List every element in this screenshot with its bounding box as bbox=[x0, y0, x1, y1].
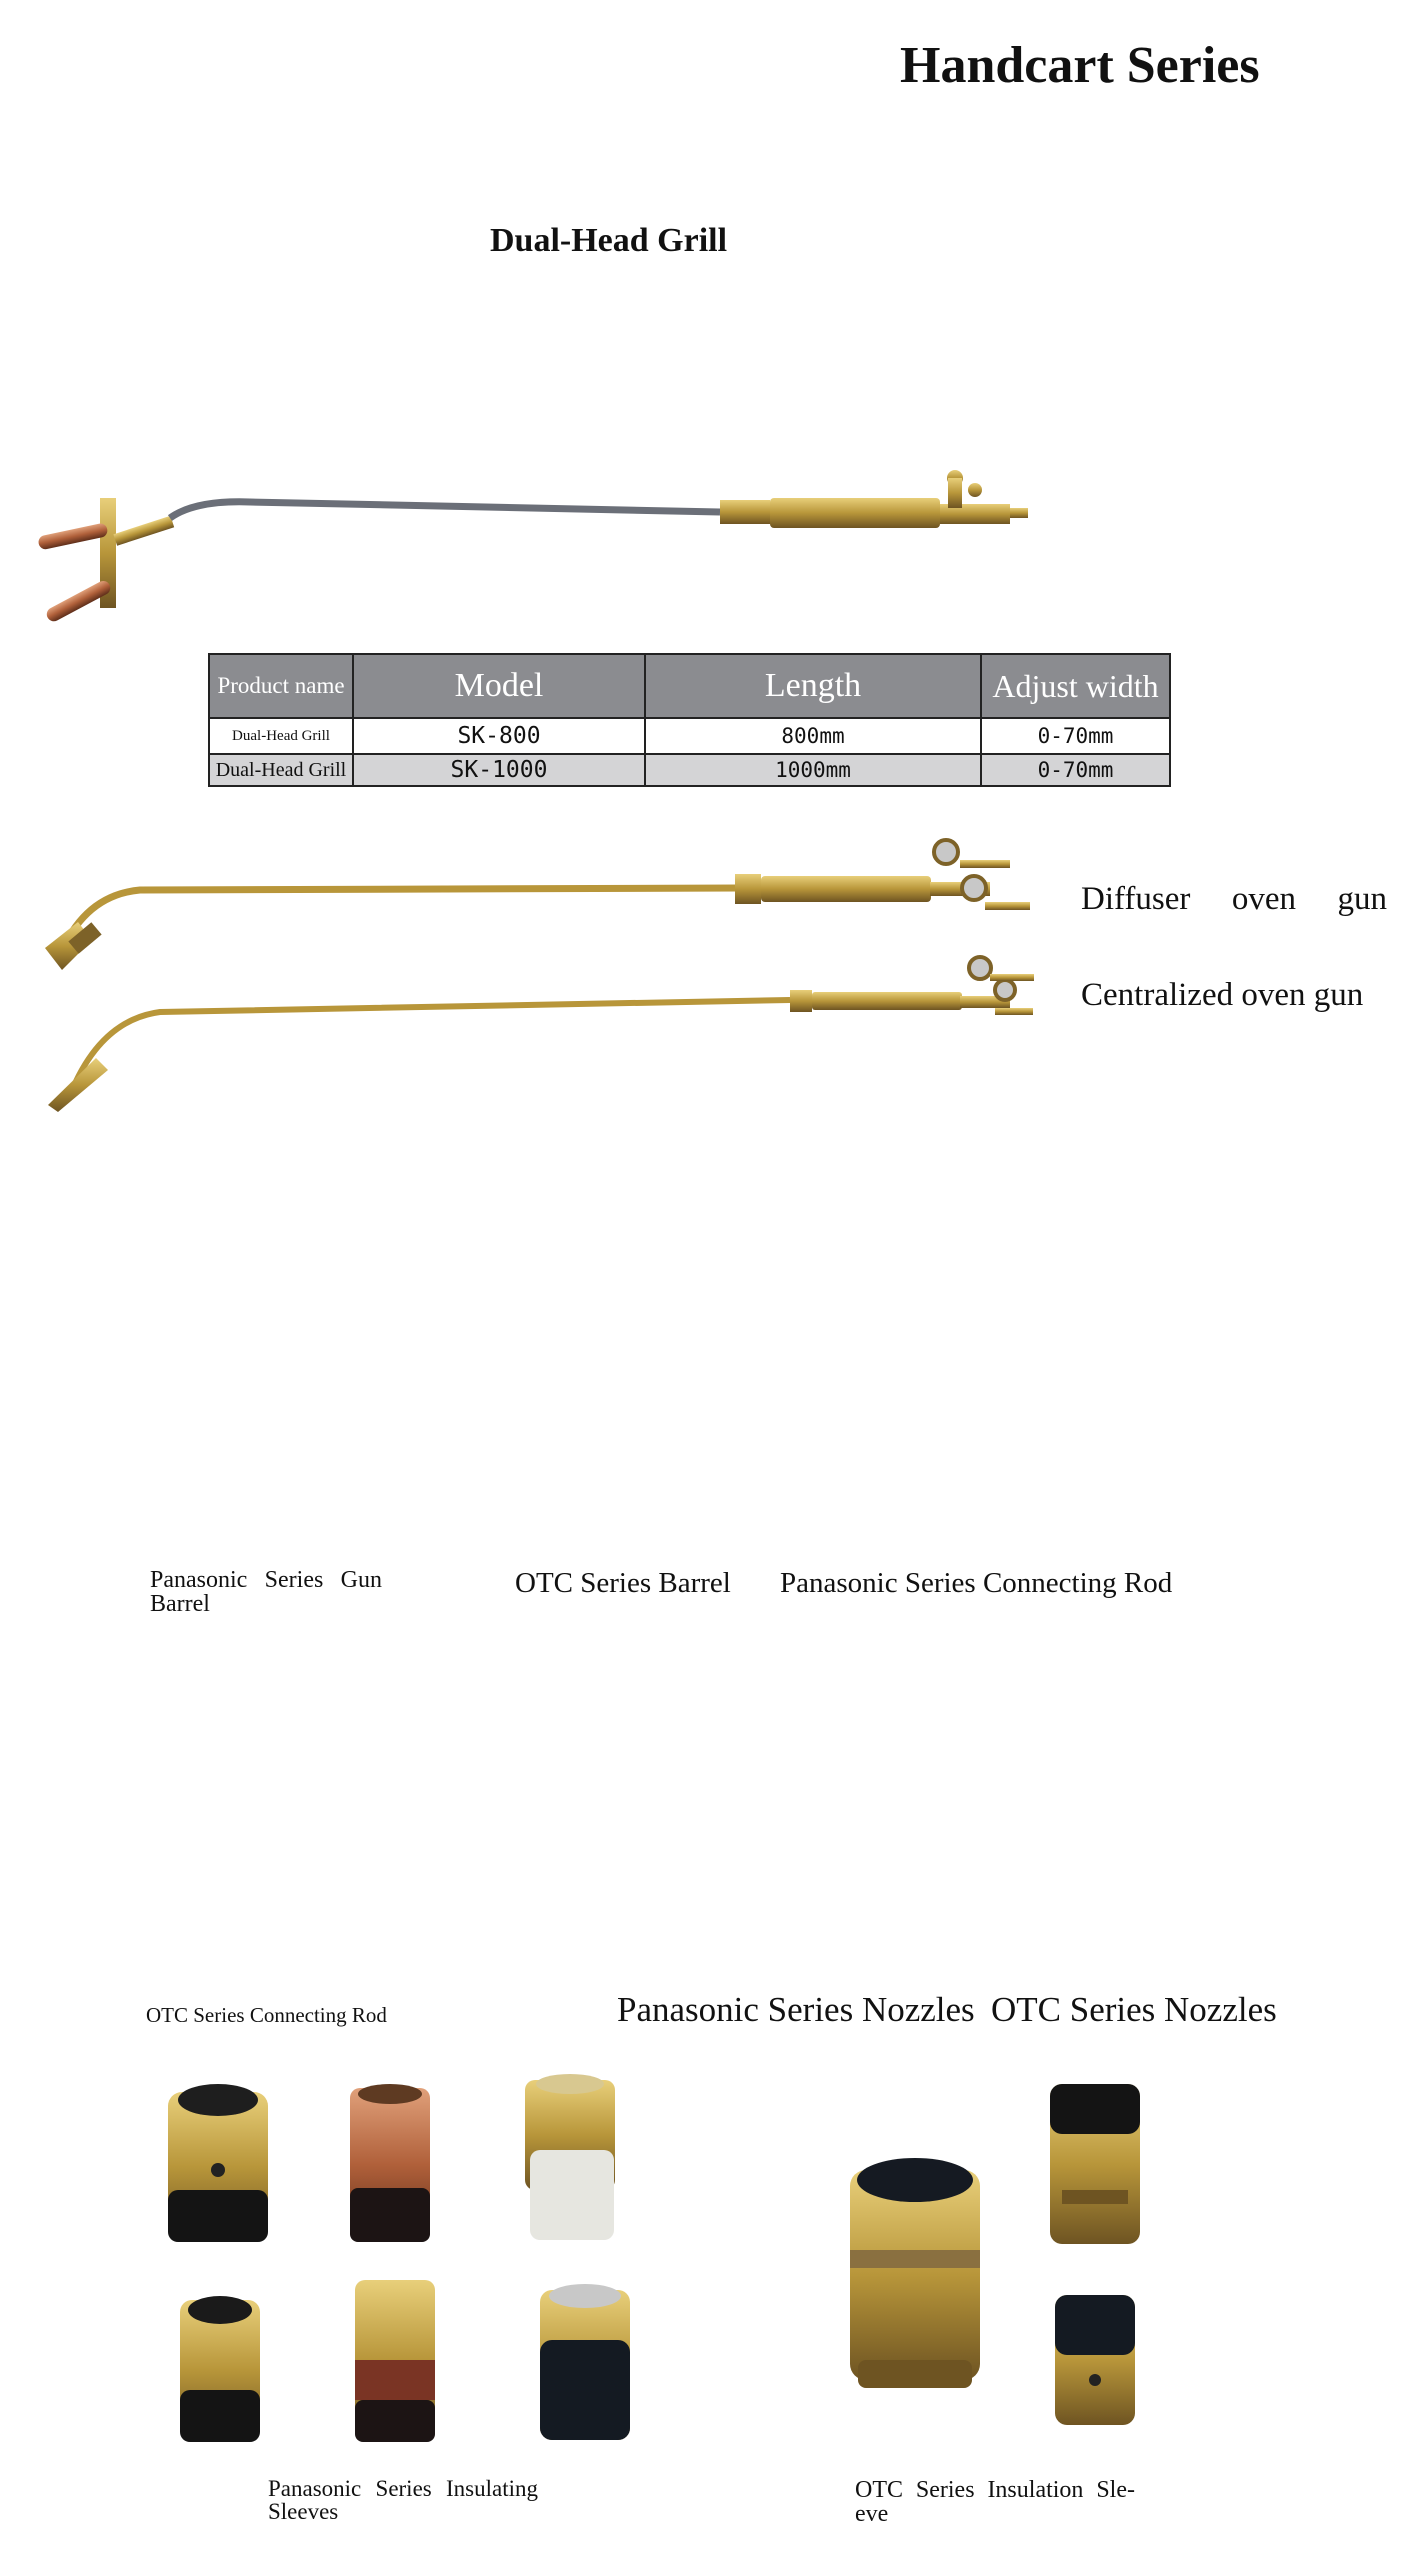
cell-length: 800mm bbox=[645, 718, 981, 754]
caption-line: eve bbox=[855, 2501, 889, 2527]
caption-line: Sleeves bbox=[268, 2499, 339, 2524]
caption-line: Panasonic Series Insulating bbox=[268, 2476, 538, 2501]
caption-line: Barrel bbox=[150, 1591, 210, 1617]
panasonic-insulating-sleeves-caption bbox=[268, 2477, 538, 2523]
dual-head-grill-image bbox=[30, 460, 1030, 640]
cell-product-name: Dual-Head Grill bbox=[209, 754, 353, 786]
cell-model: SK-1000 bbox=[353, 754, 645, 786]
otc-barrel-caption: OTC Series Barrel bbox=[515, 1567, 731, 1599]
caption-line: OTC Series Insulation Sle- bbox=[855, 2477, 1135, 2503]
centralized-oven-gun-label: Centralized oven gun bbox=[1081, 977, 1364, 1013]
spec-table bbox=[208, 653, 1171, 787]
header-adjust-width: Adjust width bbox=[981, 654, 1170, 718]
caption-line: Panasonic Series Gun bbox=[150, 1567, 382, 1593]
otc-insulation-sleeve-caption bbox=[855, 2478, 1135, 2526]
cell-product-name: Dual-Head Grill bbox=[209, 718, 353, 754]
panasonic-nozzles-caption: Panasonic Series Nozzles bbox=[617, 1990, 975, 2029]
otc-nozzles-caption: OTC Series Nozzles bbox=[991, 1990, 1277, 2029]
header-length: Length bbox=[645, 654, 981, 718]
cell-model: SK-800 bbox=[353, 718, 645, 754]
table-row bbox=[209, 718, 1170, 754]
otc-insulation-sleeve-image bbox=[840, 2070, 1160, 2460]
panasonic-gun-barrel-caption bbox=[150, 1568, 382, 1616]
header-model: Model bbox=[353, 654, 645, 718]
diffuser-oven-gun-label: Diffuser oven gun bbox=[1081, 881, 1387, 917]
cell-adjust-width: 0-70mm bbox=[981, 718, 1170, 754]
section-title: Dual-Head Grill bbox=[490, 222, 728, 259]
header-product-name: Product name bbox=[209, 654, 353, 718]
page-title: Handcart Series bbox=[900, 37, 1260, 94]
panasonic-connecting-rod-caption: Panasonic Series Connecting Rod bbox=[780, 1567, 1173, 1599]
otc-connecting-rod-caption: OTC Series Connecting Rod bbox=[146, 2003, 387, 2027]
panasonic-insulating-sleeves-image bbox=[150, 2070, 650, 2470]
table-row bbox=[209, 754, 1170, 786]
cell-adjust-width: 0-70mm bbox=[981, 754, 1170, 786]
centralized-oven-gun-image bbox=[30, 950, 1040, 1120]
cell-length: 1000mm bbox=[645, 754, 981, 786]
table-header-row bbox=[209, 654, 1170, 718]
